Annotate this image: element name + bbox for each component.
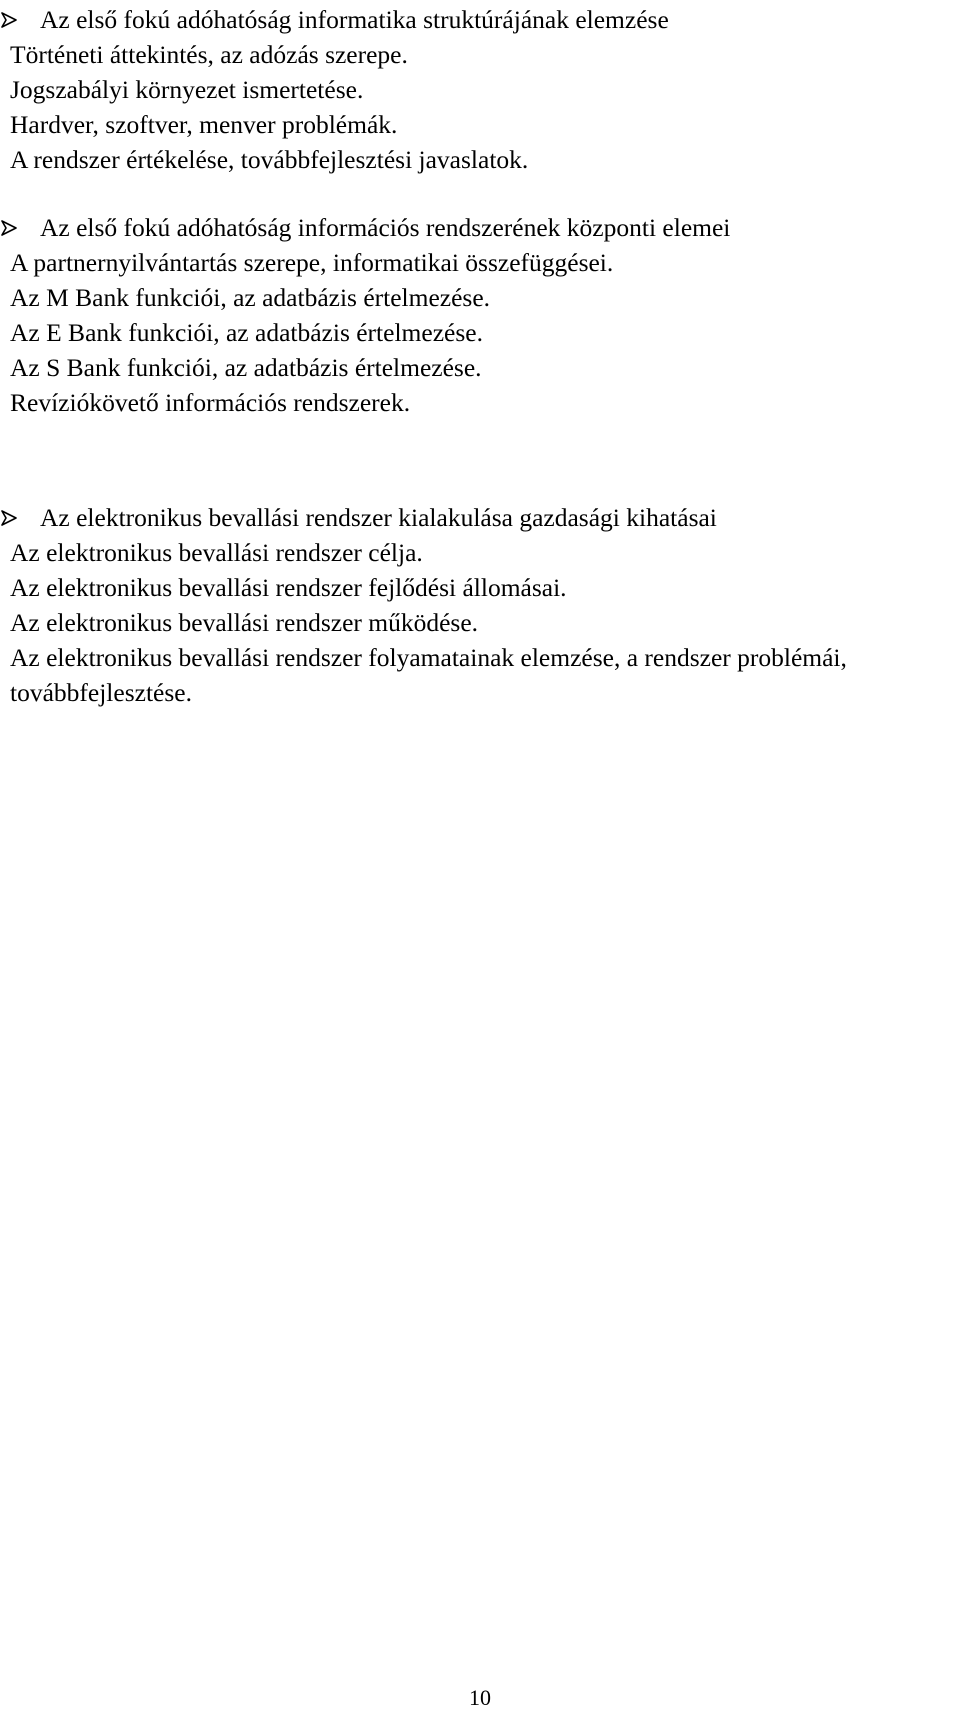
list-item: Az M Bank funkciói, az adatbázis értelmezése. [10, 283, 491, 312]
list-item: Revíziókövető információs rendszerek. [10, 388, 411, 417]
arrow-bullet-icon [1, 220, 17, 236]
section-1 [0, 2, 958, 177]
arrow-bullet-icon [1, 12, 17, 28]
section-heading: Az első fokú adóhatóság információs rendszerének központi elemei [0, 210, 958, 245]
list-item: Az elektronikus bevallási rendszer folyamatainak elemzése, a rendszer problémái, továbbfejlesztése. [10, 643, 847, 707]
list-item: A partnernyilvántartás szerepe, informatikai összefüggései. [10, 248, 614, 277]
section-heading: Az első fokú adóhatóság informatika struktúrájának elemzése [0, 2, 958, 37]
list-item: A rendszer értékelése, továbbfejlesztési javaslatok. [10, 145, 529, 174]
list-item: Az S Bank funkciói, az adatbázis értelmezése. [10, 353, 482, 382]
section-heading: Az elektronikus bevallási rendszer kialakulása gazdasági kihatásai [0, 500, 958, 535]
list-item: Az elektronikus bevallási rendszer célja. [10, 538, 423, 567]
arrow-bullet-icon [1, 510, 17, 526]
list-item: Jogszabályi környezet ismertetése. [10, 75, 364, 104]
list-item: Az elektronikus bevallási rendszer fejlődési állomásai. [10, 573, 567, 602]
section-2 [0, 210, 958, 420]
section-3 [0, 500, 958, 710]
list-item: Történeti áttekintés, az adózás szerepe. [10, 40, 408, 69]
list-item: Az E Bank funkciói, az adatbázis értelmezése. [10, 318, 483, 347]
page-number: 10 [469, 1685, 491, 1710]
list-item: Az elektronikus bevallási rendszer működése. [10, 608, 479, 637]
list-item: Hardver, szoftver, menver problémák. [10, 110, 398, 139]
